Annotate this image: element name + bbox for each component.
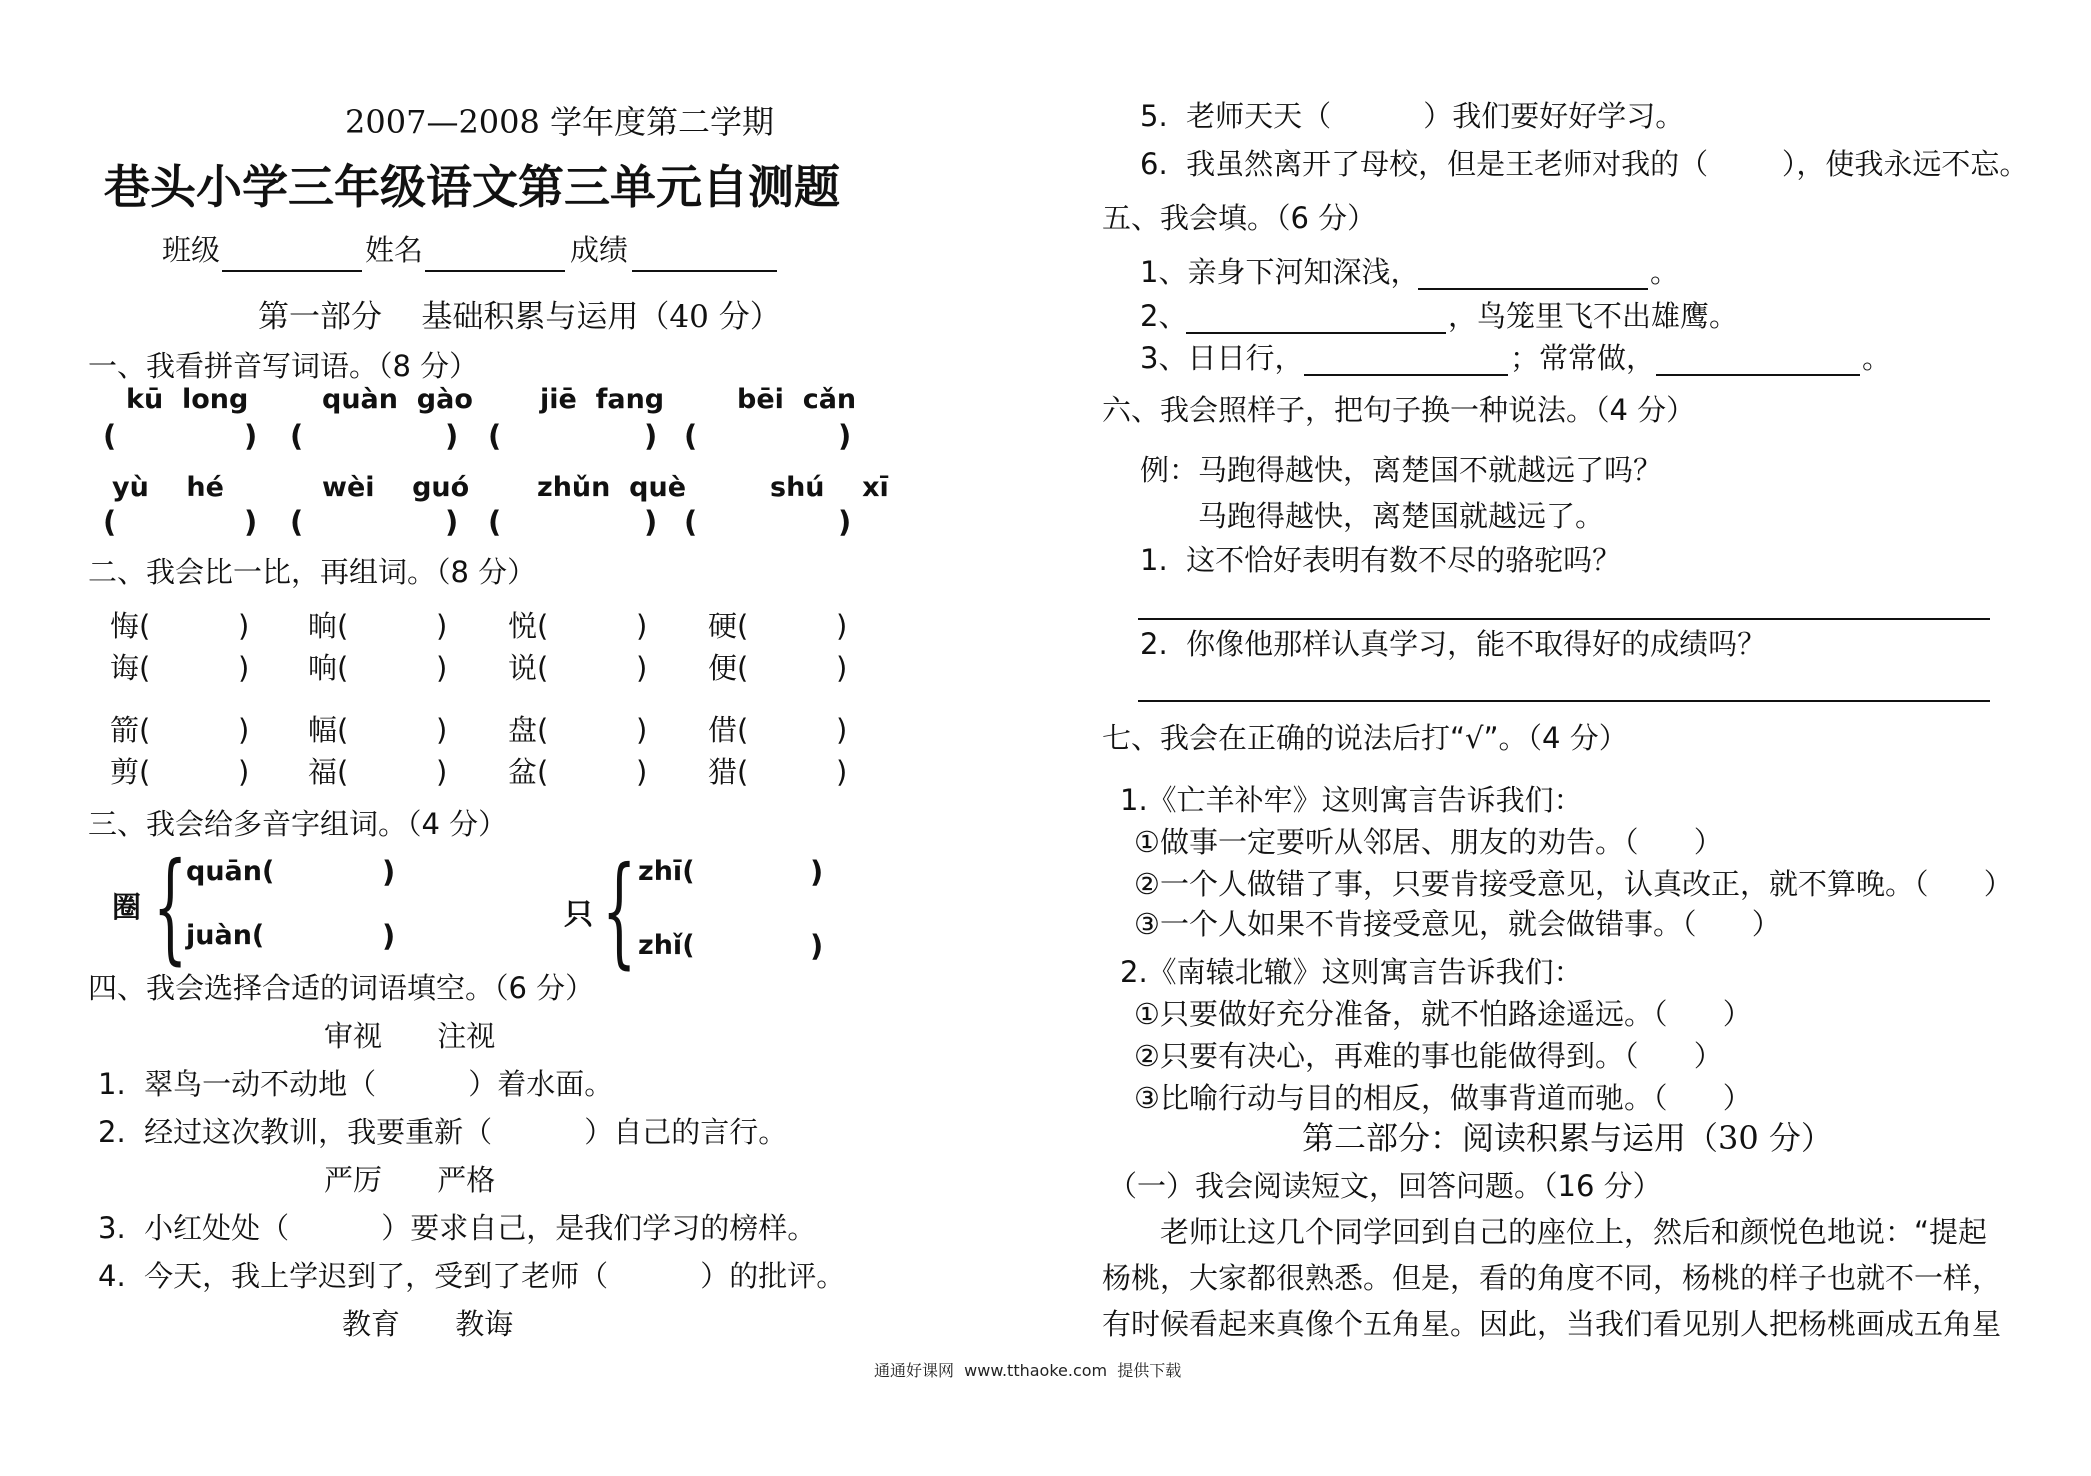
polyphone-close: ) xyxy=(810,929,824,963)
q4-heading: 四、我会选择合适的词语填空。（6 分） xyxy=(88,971,595,1005)
pinyin-3: jiē fang xyxy=(540,384,665,415)
choice-item: ②只要有决心，再难的事也能做得到。（ ） xyxy=(1134,1039,1723,1073)
class-blank xyxy=(222,270,362,272)
saying-line: ，鸟笼里飞不出雄鹰。 xyxy=(1448,299,1739,333)
score-blank xyxy=(632,270,777,272)
fill-sentence: 1. 翠鸟一动不动地（ ）着水面。 xyxy=(98,1067,614,1101)
q2-heading: 二、我会比一比，再组词。（8 分） xyxy=(88,555,537,589)
name-label: 姓名 xyxy=(365,233,424,267)
fable-question: 2.《南辕北辙》这则寓言告诉我们： xyxy=(1120,955,1583,989)
saying-line: 1、亲身下河知深浅， xyxy=(1140,255,1420,289)
pinyin-4: bēi cǎn xyxy=(737,384,857,415)
saying-blank xyxy=(1304,374,1508,376)
fill-sentence: 4. 今天，我上学迟到了，受到了老师（ ）的批评。 xyxy=(98,1259,846,1293)
answer-close: ) xyxy=(838,505,852,539)
answer-close: ) xyxy=(644,505,658,539)
compare-char: 幅( xyxy=(308,713,349,747)
left-brace-icon: { xyxy=(153,838,188,977)
left-brace-icon: { xyxy=(602,842,637,981)
footer-credit: 通通好课网 www.tthaoke.com 提供下载 xyxy=(874,1361,1182,1380)
compare-char: 说( xyxy=(508,651,549,685)
answer-close: ) xyxy=(445,505,459,539)
answer-open: ( xyxy=(488,419,502,453)
polyphone-close: ) xyxy=(810,855,824,889)
answer-line xyxy=(1138,700,1990,702)
compare-char: 盘( xyxy=(508,713,549,747)
compare-char: 悔( xyxy=(110,609,151,643)
q6-heading: 六、我会照样子，把句子换一种说法。（4 分） xyxy=(1102,393,1696,427)
pinyin-7: zhǔn què xyxy=(537,472,687,503)
answer-open: ( xyxy=(290,505,304,539)
compare-char: 借( xyxy=(708,713,749,747)
answer-close: ) xyxy=(838,419,852,453)
reading-paragraph: 老师让这几个同学回到自己的座位上，然后和颜悦色地说：“提起 xyxy=(1160,1215,1988,1249)
class-label: 班级 xyxy=(162,233,221,267)
compare-close: ) xyxy=(436,609,448,643)
word-pair: 教育 教诲 xyxy=(342,1307,514,1341)
choice-item: ①做事一定要听从邻居、朋友的劝告。（ ） xyxy=(1134,825,1723,859)
compare-char: 硬( xyxy=(708,609,749,643)
answer-open: ( xyxy=(103,505,117,539)
compare-close: ) xyxy=(836,609,848,643)
example-question: 例：马跑得越快，离楚国不就越远了吗？ xyxy=(1140,453,1663,487)
reading-heading: （一）我会阅读短文，回答问题。（16 分） xyxy=(1108,1169,1662,1203)
compare-close: ) xyxy=(636,651,648,685)
rewrite-item: 2. 你像他那样认真学习，能不取得好的成绩吗？ xyxy=(1140,627,1767,661)
answer-open: ( xyxy=(488,505,502,539)
choice-item: ③一个人如果不肯接受意见，就会做错事。（ ） xyxy=(1134,907,1781,941)
compare-char: 悦( xyxy=(508,609,549,643)
answer-open: ( xyxy=(290,419,304,453)
pinyin-8: shú xī xyxy=(770,472,889,503)
compare-close: ) xyxy=(436,713,448,747)
compare-close: ) xyxy=(436,755,448,789)
name-blank xyxy=(425,270,565,272)
answer-close: ) xyxy=(445,419,459,453)
choice-item: ②一个人做错了事，只要肯接受意见，认真改正，就不算晚。（ ） xyxy=(1134,867,2013,901)
q3-heading: 三、我会给多音字组词。（4 分） xyxy=(88,807,508,841)
reading-paragraph: 杨桃，大家都很熟悉。但是，看的角度不同，杨桃的样子也就不一样， xyxy=(1102,1261,2002,1295)
saying-line: 3、日日行， xyxy=(1140,341,1304,375)
compare-char: 箭( xyxy=(110,713,151,747)
pinyin-2: quàn gào xyxy=(322,384,473,415)
compare-close: ) xyxy=(836,651,848,685)
answer-close: ) xyxy=(244,419,258,453)
saying-blank xyxy=(1656,374,1860,376)
polyphone-close: ) xyxy=(382,855,396,889)
choice-item: ①只要做好充分准备，就不怕路途遥远。（ ） xyxy=(1134,997,1752,1031)
term-line: 2007—2008 学年度第二学期 xyxy=(345,103,775,141)
example-answer: 马跑得越快，离楚国就越远了。 xyxy=(1198,499,1605,533)
answer-open: ( xyxy=(684,419,698,453)
fable-question: 1.《亡羊补牢》这则寓言告诉我们： xyxy=(1120,783,1583,817)
pinyin-6: wèi guó xyxy=(322,472,470,503)
q5-heading: 五、我会填。（6 分） xyxy=(1102,201,1377,235)
compare-close: ) xyxy=(238,755,250,789)
saying-end: 。 xyxy=(1862,341,1892,375)
compare-close: ) xyxy=(238,713,250,747)
answer-open: ( xyxy=(103,419,117,453)
q7-heading: 七、我会在正确的说法后打“√”。（4 分） xyxy=(1102,721,1628,755)
compare-close: ) xyxy=(636,755,648,789)
saying-blank xyxy=(1418,288,1648,290)
compare-char: 盆( xyxy=(508,755,549,789)
polyphone-reading: zhī( xyxy=(638,856,695,887)
polyphone-close: ) xyxy=(382,919,396,953)
compare-close: ) xyxy=(836,755,848,789)
saying-blank xyxy=(1186,332,1446,334)
rewrite-item: 1. 这不恰好表明有数不尽的骆驼吗？ xyxy=(1140,543,1622,577)
compare-char: 诲( xyxy=(110,651,151,685)
compare-char: 晌( xyxy=(308,609,349,643)
compare-char: 猎( xyxy=(708,755,749,789)
fill-sentence: 6. 我虽然离开了母校，但是王老师对我的（ ），使我永远不忘。 xyxy=(1140,147,2029,181)
reading-paragraph: 有时候看起来真像个五角星。因此，当我们看见别人把杨桃画成五角星 xyxy=(1102,1307,2002,1341)
compare-close: ) xyxy=(238,609,250,643)
polyphone-reading: quān( xyxy=(186,856,275,887)
compare-char: 福( xyxy=(308,755,349,789)
pinyin-1: kū long xyxy=(126,384,249,415)
compare-char: 便( xyxy=(708,651,749,685)
fill-sentence: 2. 经过这次教训，我要重新（ ）自己的言行。 xyxy=(98,1115,788,1149)
part1-heading: 第一部分 基础积累与运用（40 分） xyxy=(258,299,781,335)
part2-heading: 第二部分：阅读积累与运用（30 分） xyxy=(1302,1119,1833,1157)
compare-close: ) xyxy=(436,651,448,685)
saying-end: 。 xyxy=(1650,255,1680,289)
score-label: 成绩 xyxy=(570,233,629,267)
choice-item: ③比喻行动与目的相反，做事背道而驰。（ ） xyxy=(1134,1081,1752,1115)
q1-heading: 一、我看拼音写词语。（8 分） xyxy=(88,349,479,383)
saying-line: 2、 xyxy=(1140,299,1188,333)
saying-line: ；常常做， xyxy=(1510,341,1656,375)
compare-close: ) xyxy=(636,609,648,643)
compare-close: ) xyxy=(836,713,848,747)
answer-open: ( xyxy=(684,505,698,539)
compare-char: 剪( xyxy=(110,755,151,789)
polyphone-reading: juàn( xyxy=(186,920,265,951)
word-pair: 严厉 严格 xyxy=(324,1163,496,1197)
answer-line xyxy=(1138,618,1990,620)
fill-sentence: 5. 老师天天（ ）我们要好好学习。 xyxy=(1140,99,1685,133)
polyphone-char-zhi: 只 xyxy=(564,897,594,931)
answer-close: ) xyxy=(244,505,258,539)
compare-close: ) xyxy=(636,713,648,747)
word-pair: 审视 注视 xyxy=(324,1019,496,1053)
fill-sentence: 3. 小红处处（ ）要求自己，是我们学习的榜样。 xyxy=(98,1211,817,1245)
answer-close: ) xyxy=(644,419,658,453)
exam-title: 巷头小学三年级语文第三单元自测题 xyxy=(104,160,840,214)
polyphone-char-quan: 圈 xyxy=(112,890,142,924)
compare-char: 响( xyxy=(308,651,349,685)
pinyin-5: yù hé xyxy=(112,472,224,503)
polyphone-reading: zhǐ( xyxy=(638,930,695,961)
compare-close: ) xyxy=(238,651,250,685)
